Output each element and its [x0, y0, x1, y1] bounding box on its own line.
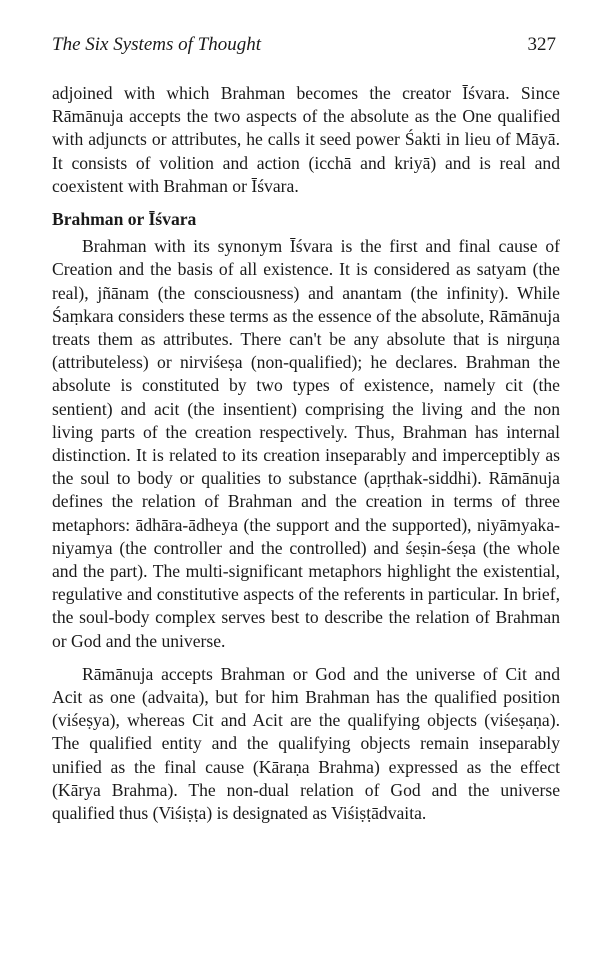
- running-head: [52, 34, 560, 56]
- paragraph-continuation: adjoined with which Brahman becomes the creator Īśvara. Since Rāmānuja accepts the two aspects of the absolute as the One qualified with adjuncts or attributes, he calls it seed power Śakti in lieu of Māyā. It consists of volition and action (icchā and kriyā) and is real and coexistent with Brahman or Īśvara.: [52, 83, 560, 196]
- page-number: 327: [527, 34, 556, 55]
- running-title: The Six Systems of Thought: [52, 34, 261, 55]
- section-paragraph-2: Rāmānuja accepts Brahman or God and the universe of Cit and Acit as one (advaita), but for him Brahman has the qualified position (viśeṣya), whereas Cit and Acit are the qualifying objects (viśeṣaṇa). The qualified entity and the qualifying objects remain inseparably unified as the final cause (Kāraṇa Brahma) expressed as the effect (Kārya Brahma). The non-dual relation of God and the universe qualified thus (Viśiṣṭa) is designated as Viśiṣṭādvaita.: [52, 663, 560, 824]
- section-paragraph-1: Brahman with its synonym Īśvara is the first and final cause of Creation and the basis of all existence. It is considered as satyam (the real), jñānam (the consciousness) and anantam (the infinity). While Śaṃkara considers these terms as the essence of the absolute, Rāmānuja treats them as attributes. There can't be any absolute that is nirguṇa (attributeless) or nirviśeṣa (non-qualified); he declares. Brahman the absolute is constituted by two types of existence, namely cit (the sentient) and acit (the insentient) comprising the living and the non living parts of the creation respectively. Thus, Brahman has internal distinction. It is related to its creation inseparably and imperceptibly as the soul to body or qualities to substance (apṛthak-siddhi). Rāmānuja defines the relation of Brahman and the creation in terms of three metaphors: ādhāra-ādheya (the support and the supported), niyāmyaka-niyamya (the controller and the controlled) and śeṣin-śeṣa (the whole and the part). The multi-significant metaphors highlight the existential, regulative and constitutive aspects of the referents in particular. In brief, the soul-body complex serves best to describe the relation of Brahman or God and the universe.: [52, 236, 560, 651]
- section-heading: Brahman or Īśvara: [52, 209, 197, 230]
